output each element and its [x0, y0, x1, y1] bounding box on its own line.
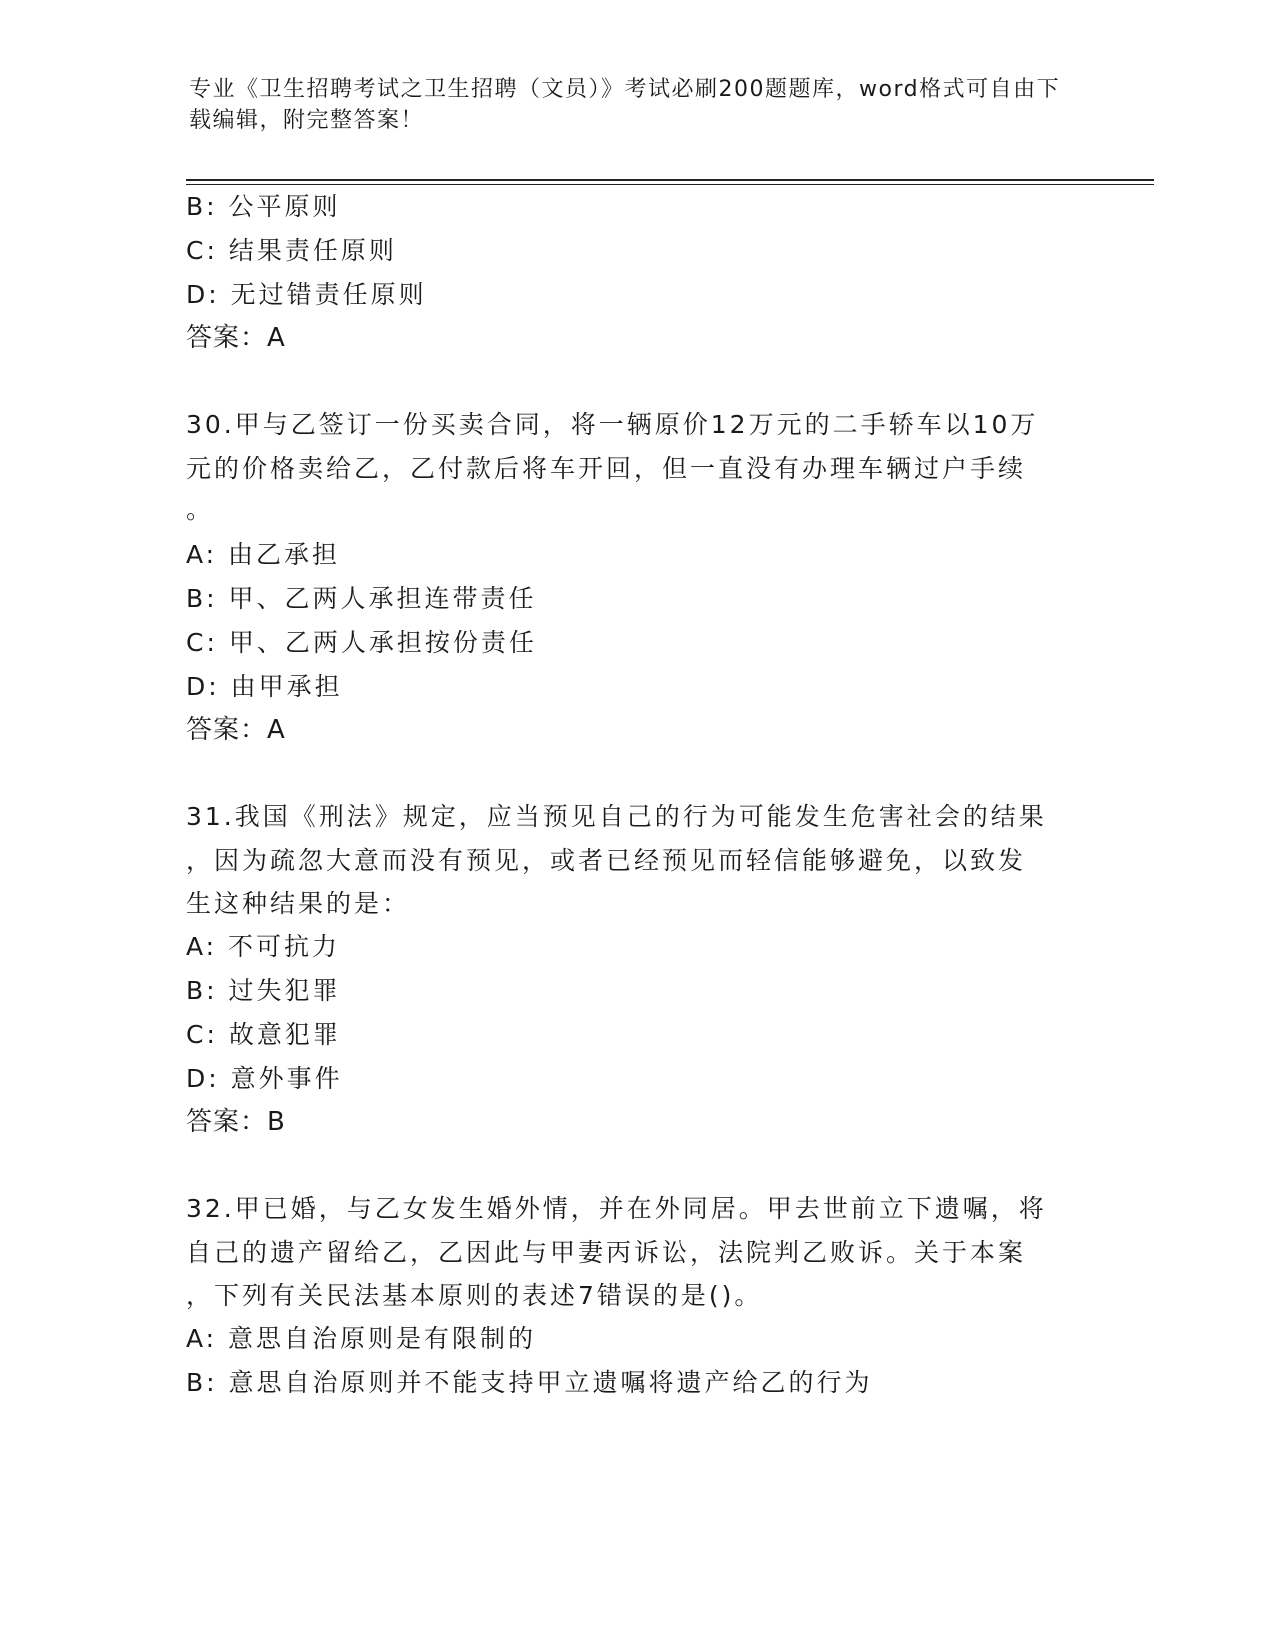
option-c: C: 甲、乙两人承担按份责任: [186, 628, 537, 657]
option-d: D: 意外事件: [186, 1064, 343, 1093]
option-b: B: 公平原则: [186, 192, 341, 221]
option-c: C: 结果责任原则: [186, 236, 397, 265]
option-a: A: 由乙承担: [186, 540, 341, 569]
question-32-text: 自己的遗产留给乙，乙因此与甲妻丙诉讼，法院判乙败诉。关于本案: [186, 1238, 1027, 1267]
option-b: B: 甲、乙两人承担连带责任: [186, 584, 537, 613]
header-divider: [186, 179, 1154, 181]
option-b: B: 意思自治原则并不能支持甲立遗嘱将遗产给乙的行为: [186, 1368, 873, 1397]
question-31-text: ，因为疏忽大意而没有预见，或者已经预见而轻信能够避免，以致发: [186, 846, 1027, 875]
answer: 答案：A: [186, 715, 286, 745]
question-32-text: ，下列有关民法基本原则的表述7错误的是()。: [186, 1281, 763, 1310]
option-b: B: 过失犯罪: [186, 976, 341, 1005]
question-31-text: 31.我国《刑法》规定，应当预见自己的行为可能发生危害社会的结果: [186, 802, 1047, 831]
question-32-text: 32.甲已婚，与乙女发生婚外情，并在外同居。甲去世前立下遗嘱，将: [186, 1194, 1047, 1223]
answer: 答案：A: [186, 323, 286, 353]
answer: 答案：B: [186, 1107, 286, 1137]
question-31-text: 生这种结果的是：: [186, 889, 411, 918]
option-a: A: 不可抗力: [186, 932, 341, 961]
question-30-text: 。: [186, 495, 215, 524]
question-30-text: 元的价格卖给乙，乙付款后将车开回，但一直没有办理车辆过户手续: [186, 454, 1027, 483]
option-d: D: 无过错责任原则: [186, 280, 427, 309]
option-c: C: 故意犯罪: [186, 1020, 341, 1049]
option-a: A: 意思自治原则是有限制的: [186, 1324, 537, 1353]
document-header: 专业《卫生招聘考试之卫生招聘（文员）》考试必刷200题题库，word格式可自由下载编辑，附完整答案！: [189, 77, 1061, 133]
option-d: D: 由甲承担: [186, 672, 343, 701]
question-30-text: 30.甲与乙签订一份买卖合同，将一辆原价12万元的二手轿车以10万: [186, 410, 1039, 439]
header-divider-thin: [186, 184, 1154, 185]
